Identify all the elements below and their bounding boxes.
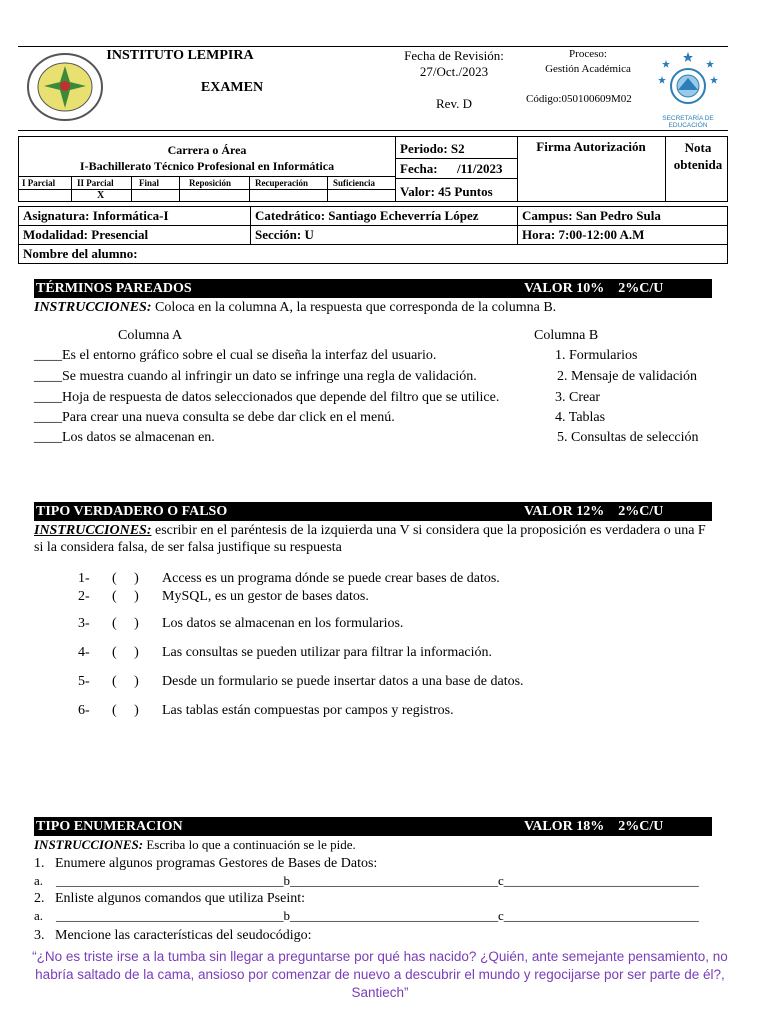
truefalse-title: TIPO VERDADERO O FALSO bbox=[36, 504, 228, 519]
signature-label: Firma Autorización bbox=[536, 139, 646, 154]
enum-answer-1[interactable]: a. ___________________________________b________________________________c______________________________ bbox=[34, 873, 699, 888]
teacher: Catedrático: Santiago Echeverría López bbox=[251, 207, 518, 226]
matching-item-a-2: ____Se muestra cuando al infringir un dato se infringe una regla de validación. bbox=[34, 369, 477, 384]
career-info-table bbox=[18, 136, 728, 202]
enum-question-1: 1. Enumere algunos programas Gestores de Bases de Datos: bbox=[34, 856, 378, 871]
revision-number: Rev. D bbox=[436, 96, 472, 111]
tf-statement-6: Las tablas están compuestas por campos y registros. bbox=[162, 703, 454, 718]
partial-suficiencia: Suficiencia bbox=[333, 178, 375, 188]
partial-recuperacion: Recuperación bbox=[255, 178, 308, 188]
truefalse-instructions bbox=[34, 522, 718, 556]
matching-item-b-1: 1. Formularios bbox=[555, 348, 638, 363]
tf-answer-1[interactable]: ( ) bbox=[112, 571, 139, 586]
tf-answer-5[interactable]: ( ) bbox=[112, 674, 139, 689]
subject: Asignatura: Informática-I bbox=[19, 207, 251, 226]
area-value: I-Bachillerato Técnico Profesional en Informática bbox=[79, 159, 335, 173]
matching-item-a-4: ____Para crear una nueva consulta se debe dar click en el menú. bbox=[34, 410, 395, 425]
enumeration-section-header bbox=[34, 817, 712, 836]
section: Sección: U bbox=[251, 226, 518, 245]
period: Periodo: S2 bbox=[400, 141, 465, 156]
process-label: Proceso: bbox=[569, 48, 607, 60]
truefalse-section-header bbox=[34, 502, 712, 521]
partial-1: I Parcial bbox=[22, 178, 56, 188]
partial-reposicion: Reposición bbox=[189, 178, 232, 188]
enumeration-instr-label: INSTRUCCIONES: bbox=[34, 837, 144, 852]
campus: Campus: San Pedro Sula bbox=[518, 207, 728, 226]
matching-item-a-1: ____Es el entorno gráfico sobre el cual se diseña la interfaz del usuario. bbox=[34, 348, 437, 363]
enum-question-3: 3. Mencione las características del seudocódigo: bbox=[34, 928, 312, 943]
enum-answer-2[interactable]: a. ___________________________________b________________________________c______________________________ bbox=[34, 908, 699, 923]
matching-section-header bbox=[34, 279, 712, 298]
matching-item-b-2: 2. Mensaje de validación bbox=[557, 369, 697, 384]
course-info-table bbox=[18, 206, 728, 264]
partial-2: II Parcial bbox=[77, 178, 114, 188]
partial-mark: X bbox=[97, 190, 105, 201]
institute-name: INSTITUTO LEMPIRA bbox=[106, 48, 254, 63]
matching-item-a-3: ____Hoja de respuesta de datos seleccionados que depende del filtro que se utilice. bbox=[34, 390, 500, 405]
enumeration-title: TIPO ENUMERACION bbox=[36, 819, 183, 834]
student-name-field[interactable]: Nombre del alumno: bbox=[19, 245, 728, 264]
process-value: Gestión Académica bbox=[545, 63, 631, 75]
tf-statement-5: Desde un formulario se puede insertar datos a una base de datos. bbox=[162, 674, 524, 689]
schedule: Hora: 7:00-12:00 A.M bbox=[518, 226, 728, 245]
header-bottom-rule bbox=[18, 130, 728, 131]
revision-date: 27/Oct./2023 bbox=[419, 64, 489, 79]
matching-item-b-5: 5. Consultas de selección bbox=[557, 430, 699, 445]
enumeration-instr-text: Escriba lo que a continuación se le pide. bbox=[143, 837, 356, 852]
tf-statement-3: Los datos se almacenan en los formularios. bbox=[162, 616, 404, 631]
secretaria-logo-caption: SECRETARÍA DE EDUCACIÓN bbox=[662, 115, 714, 129]
exam-value: Valor: 45 Puntos bbox=[400, 184, 493, 199]
tf-statement-1: Access es un programa dónde se puede crear bases de datos. bbox=[162, 571, 500, 586]
tf-num-1: 1- bbox=[78, 571, 90, 586]
modality: Modalidad: Presencial bbox=[19, 226, 251, 245]
exam-date: Fecha: /11/2023 bbox=[400, 161, 503, 176]
closing-quote: “¿No es triste irse a la tumba sin llegar a preguntarse por qué has nacido? ¿Quién, ante semejante pensamiento, no habría saltado de la cama, ansioso por comenzar de nuevo a descubrir el mundo y regocijarse por ser parte de él?, Santiech” bbox=[32, 949, 728, 1000]
matching-item-b-3: 3. Crear bbox=[555, 390, 601, 405]
column-b-heading: Columna B bbox=[534, 328, 599, 343]
enum-question-2: 2. Enliste algunos comandos que utiliza Pseint: bbox=[34, 891, 306, 906]
tf-num-2: 2- bbox=[78, 589, 90, 604]
partial-final: Final bbox=[139, 178, 160, 188]
tf-answer-3[interactable]: ( ) bbox=[112, 616, 139, 631]
tf-statement-4: Las consultas se pueden utilizar para filtrar la información. bbox=[162, 645, 493, 660]
revision-date-label: Fecha de Revisión: bbox=[404, 48, 504, 63]
exam-title: EXAMEN bbox=[200, 80, 264, 95]
enumeration-instructions bbox=[34, 837, 356, 853]
matching-value: VALOR 10% 2%C/U bbox=[524, 281, 664, 296]
tf-num-3: 3- bbox=[78, 616, 90, 631]
matching-instr-label: INSTRUCCIONES: bbox=[34, 300, 152, 315]
tf-answer-2[interactable]: ( ) bbox=[112, 589, 139, 604]
truefalse-instr-label: INSTRUCCIONES: bbox=[34, 523, 152, 538]
header-top-rule bbox=[18, 46, 728, 47]
area-label: Carrera o Área bbox=[167, 143, 247, 157]
tf-answer-6[interactable]: ( ) bbox=[112, 703, 139, 718]
truefalse-value: VALOR 12% 2%C/U bbox=[524, 504, 664, 519]
tf-num-5: 5- bbox=[78, 674, 90, 689]
grade-label: Nota obtenida bbox=[673, 140, 723, 172]
matching-instructions bbox=[34, 299, 724, 316]
tf-num-6: 6- bbox=[78, 703, 90, 718]
secretaria-logo bbox=[656, 50, 720, 129]
column-a-heading: Columna A bbox=[118, 328, 183, 343]
document-code: Código:050100609M02 bbox=[526, 93, 632, 105]
enumeration-value: VALOR 18% 2%C/U bbox=[524, 819, 664, 834]
truefalse-instr-text: escribir en el paréntesis de la izquierda una V si considera que la proposición es verdadera o una F si la considera falsa, de ser falsa justifique su respuesta bbox=[34, 523, 706, 555]
tf-statement-2: MySQL, es un gestor de bases datos. bbox=[162, 589, 369, 604]
tf-num-4: 4- bbox=[78, 645, 90, 660]
matching-title: TÉRMINOS PAREADOS bbox=[36, 281, 192, 296]
tf-answer-4[interactable]: ( ) bbox=[112, 645, 139, 660]
matching-instr-text: Coloca en la columna A, la respuesta que corresponda de la columna B. bbox=[151, 300, 557, 315]
matching-item-b-4: 4. Tablas bbox=[555, 410, 606, 425]
matching-item-a-5: ____Los datos se almacenan en. bbox=[34, 430, 215, 445]
